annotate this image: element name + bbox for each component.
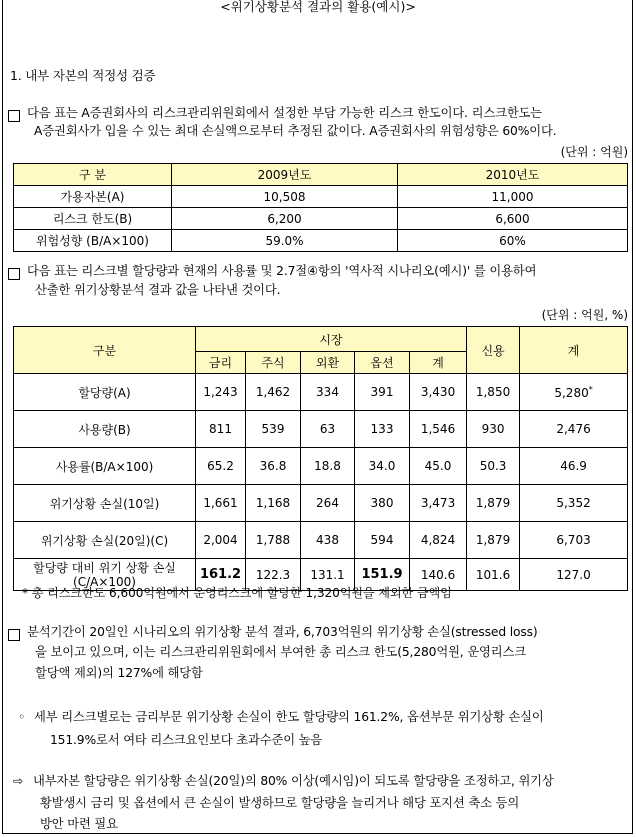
cell: 594 <box>355 522 410 559</box>
row-label-line-2: (C/A×100) <box>73 574 136 589</box>
cell: 36.8 <box>246 448 301 485</box>
cell: 3,473 <box>410 485 467 522</box>
paragraph-3-line-1: 분석기간이 20일인 시나리오의 위기상황 분석 결과, 6,703억원의 위기상황 손실(stressed loss) <box>27 625 538 639</box>
cell: 264 <box>301 485 355 522</box>
table-row <box>14 230 628 252</box>
cell: 4,824 <box>410 522 467 559</box>
conclusion-line-2: 황발생시 금리 및 옵션에서 큰 손실이 발생하므로 할당량을 늘리거나 해당 포지션 축소 등의 <box>40 796 520 810</box>
cell: 133 <box>355 411 410 448</box>
bullet-line-1: 세부 리스크별로는 금리부문 위기상황 손실이 한도 할당량의 161.2%, 옵션부문 위기상황 손실이 <box>34 710 544 724</box>
table-row <box>14 186 628 208</box>
paragraph-1-line-1: 다음 표는 A증권회사의 리스크관리위원회에서 설정한 부담 가능한 리스크 한도이다. 리스크한도는 <box>27 106 543 120</box>
table-2-header-total: 계 <box>520 327 628 374</box>
cell-2010: 11,000 <box>398 186 628 208</box>
row-label: 리스크 한도(B) <box>14 208 172 230</box>
footnote-marker: * <box>588 384 593 394</box>
stress-test-table <box>13 326 628 591</box>
cell: 18.8 <box>301 448 355 485</box>
paragraph-3-line-3: 할당액 제외)의 127%에 해당함 <box>35 666 203 680</box>
table-row <box>14 522 628 559</box>
cell-2010: 60% <box>398 230 628 252</box>
checkbox-icon <box>8 110 20 122</box>
row-label: 위기상황 손실(20일)(C) <box>14 522 196 559</box>
cell: 1,546 <box>410 411 467 448</box>
table-2-unit: (단위 : 억원, %) <box>541 308 628 322</box>
cell: 50.3 <box>467 448 520 485</box>
bullet-line-2: 151.9%로서 여타 리스크요인보다 초과수준이 높음 <box>50 733 323 747</box>
cell: 334 <box>301 374 355 411</box>
paragraph-2-line-2: 산출한 위기상황분석 결과 값을 나타낸 것이다. <box>35 283 281 297</box>
cell: 1,788 <box>246 522 301 559</box>
paragraph-2-line-1: 다음 표는 리스크별 할당량과 현재의 사용률 및 2.7절④항의 '역사적 시나리오(예시)' 를 이용하여 <box>27 264 537 278</box>
cell: 1,243 <box>196 374 246 411</box>
risk-limit-table <box>13 163 628 252</box>
cell: 2,476 <box>520 411 628 448</box>
document-title: <위기상황분석 결과의 활용(예시)> <box>220 0 416 14</box>
cell: 1,879 <box>467 485 520 522</box>
cell-2009: 10,508 <box>172 186 398 208</box>
cell-2009: 59.0% <box>172 230 398 252</box>
table-2-header-credit: 신용 <box>467 327 520 374</box>
table-2-header-fx: 외환 <box>301 352 355 374</box>
cell: 1,661 <box>196 485 246 522</box>
cell: 65.2 <box>196 448 246 485</box>
cell: 1,850 <box>467 374 520 411</box>
table-row <box>14 485 628 522</box>
cell <box>520 374 628 411</box>
conclusion-line-1: 내부자본 할당량은 위기상황 손실(20일)의 80% 이상(예시임)이 되도록 할당량을 조정하고, 위기상 <box>33 774 554 788</box>
cell: 930 <box>467 411 520 448</box>
table-1-header-2010: 2010년도 <box>398 164 628 186</box>
cell-highlight: 161.2 <box>196 559 246 591</box>
table-1-header-category: 구 분 <box>14 164 172 186</box>
cell: 63 <box>301 411 355 448</box>
row-label: 사용률(B/A×100) <box>14 448 196 485</box>
cell-2010: 6,600 <box>398 208 628 230</box>
cell: 101.6 <box>467 559 520 591</box>
row-label: 위험성향 (B/A×100) <box>14 230 172 252</box>
row-label: 사용량(B) <box>14 411 196 448</box>
cell: 380 <box>355 485 410 522</box>
conclusion-line-3: 방안 마련 필요 <box>40 817 118 831</box>
cell: 46.9 <box>520 448 628 485</box>
table-row <box>14 374 628 411</box>
footnote: * 총 리스크한도 6,600억원에서 운영리스크에 할당한 1,320억원을 제외한 금액임 <box>22 586 452 600</box>
row-label: 위기상황 손실(10일) <box>14 485 196 522</box>
row-label: 가용자본(A) <box>14 186 172 208</box>
row-label-line-1: 할당량 대비 위기 상황 손실 <box>33 560 176 575</box>
section-heading: 1. 내부 자본의 적정성 검증 <box>10 68 156 83</box>
cell-2009: 6,200 <box>172 208 398 230</box>
bullet-marker-icon: ◦ <box>18 710 26 724</box>
table-2-header-equity: 주식 <box>246 352 301 374</box>
cell: 131.1 <box>301 559 355 591</box>
row-label: 할당량(A) <box>14 374 196 411</box>
cell: 1,462 <box>246 374 301 411</box>
cell-highlight: 151.9 <box>355 559 410 591</box>
table-row <box>14 411 628 448</box>
cell: 438 <box>301 522 355 559</box>
cell: 6,703 <box>520 522 628 559</box>
cell: 34.0 <box>355 448 410 485</box>
table-2-header-option: 옵션 <box>355 352 410 374</box>
cell: 45.0 <box>410 448 467 485</box>
table-2-header-market: 시장 <box>196 327 467 352</box>
paragraph-3-line-2: 을 보이고 있으며, 이는 리스크관리위원회에서 부여한 총 리스크 한도(5,280억원, 운영리스크 <box>35 645 526 659</box>
arrow-icon: ⇨ <box>13 774 24 788</box>
cell: 5,352 <box>520 485 628 522</box>
table-2-header-category: 구분 <box>14 327 196 374</box>
cell: 539 <box>246 411 301 448</box>
checkbox-icon <box>8 268 20 280</box>
cell: 1,879 <box>467 522 520 559</box>
checkbox-icon <box>8 629 20 641</box>
cell: 1,168 <box>246 485 301 522</box>
cell: 2,004 <box>196 522 246 559</box>
table-row <box>14 208 628 230</box>
cell-value: 5,280 <box>554 385 589 400</box>
table-1-unit: (단위 : 억원) <box>560 145 628 159</box>
table-row <box>14 448 628 485</box>
table-2-header-market-sum: 계 <box>410 352 467 374</box>
cell: 140.6 <box>410 559 467 591</box>
paragraph-1-line-2: A증권회사가 입을 수 있는 최대 손실액으로부터 추정된 값이다. A증권회사의 위험성향은 60%이다. <box>34 124 557 138</box>
cell: 122.3 <box>246 559 301 591</box>
table-2-header-interest: 금리 <box>196 352 246 374</box>
cell: 127.0 <box>520 559 628 591</box>
cell: 391 <box>355 374 410 411</box>
cell: 811 <box>196 411 246 448</box>
cell: 3,430 <box>410 374 467 411</box>
table-1-header-2009: 2009년도 <box>172 164 398 186</box>
